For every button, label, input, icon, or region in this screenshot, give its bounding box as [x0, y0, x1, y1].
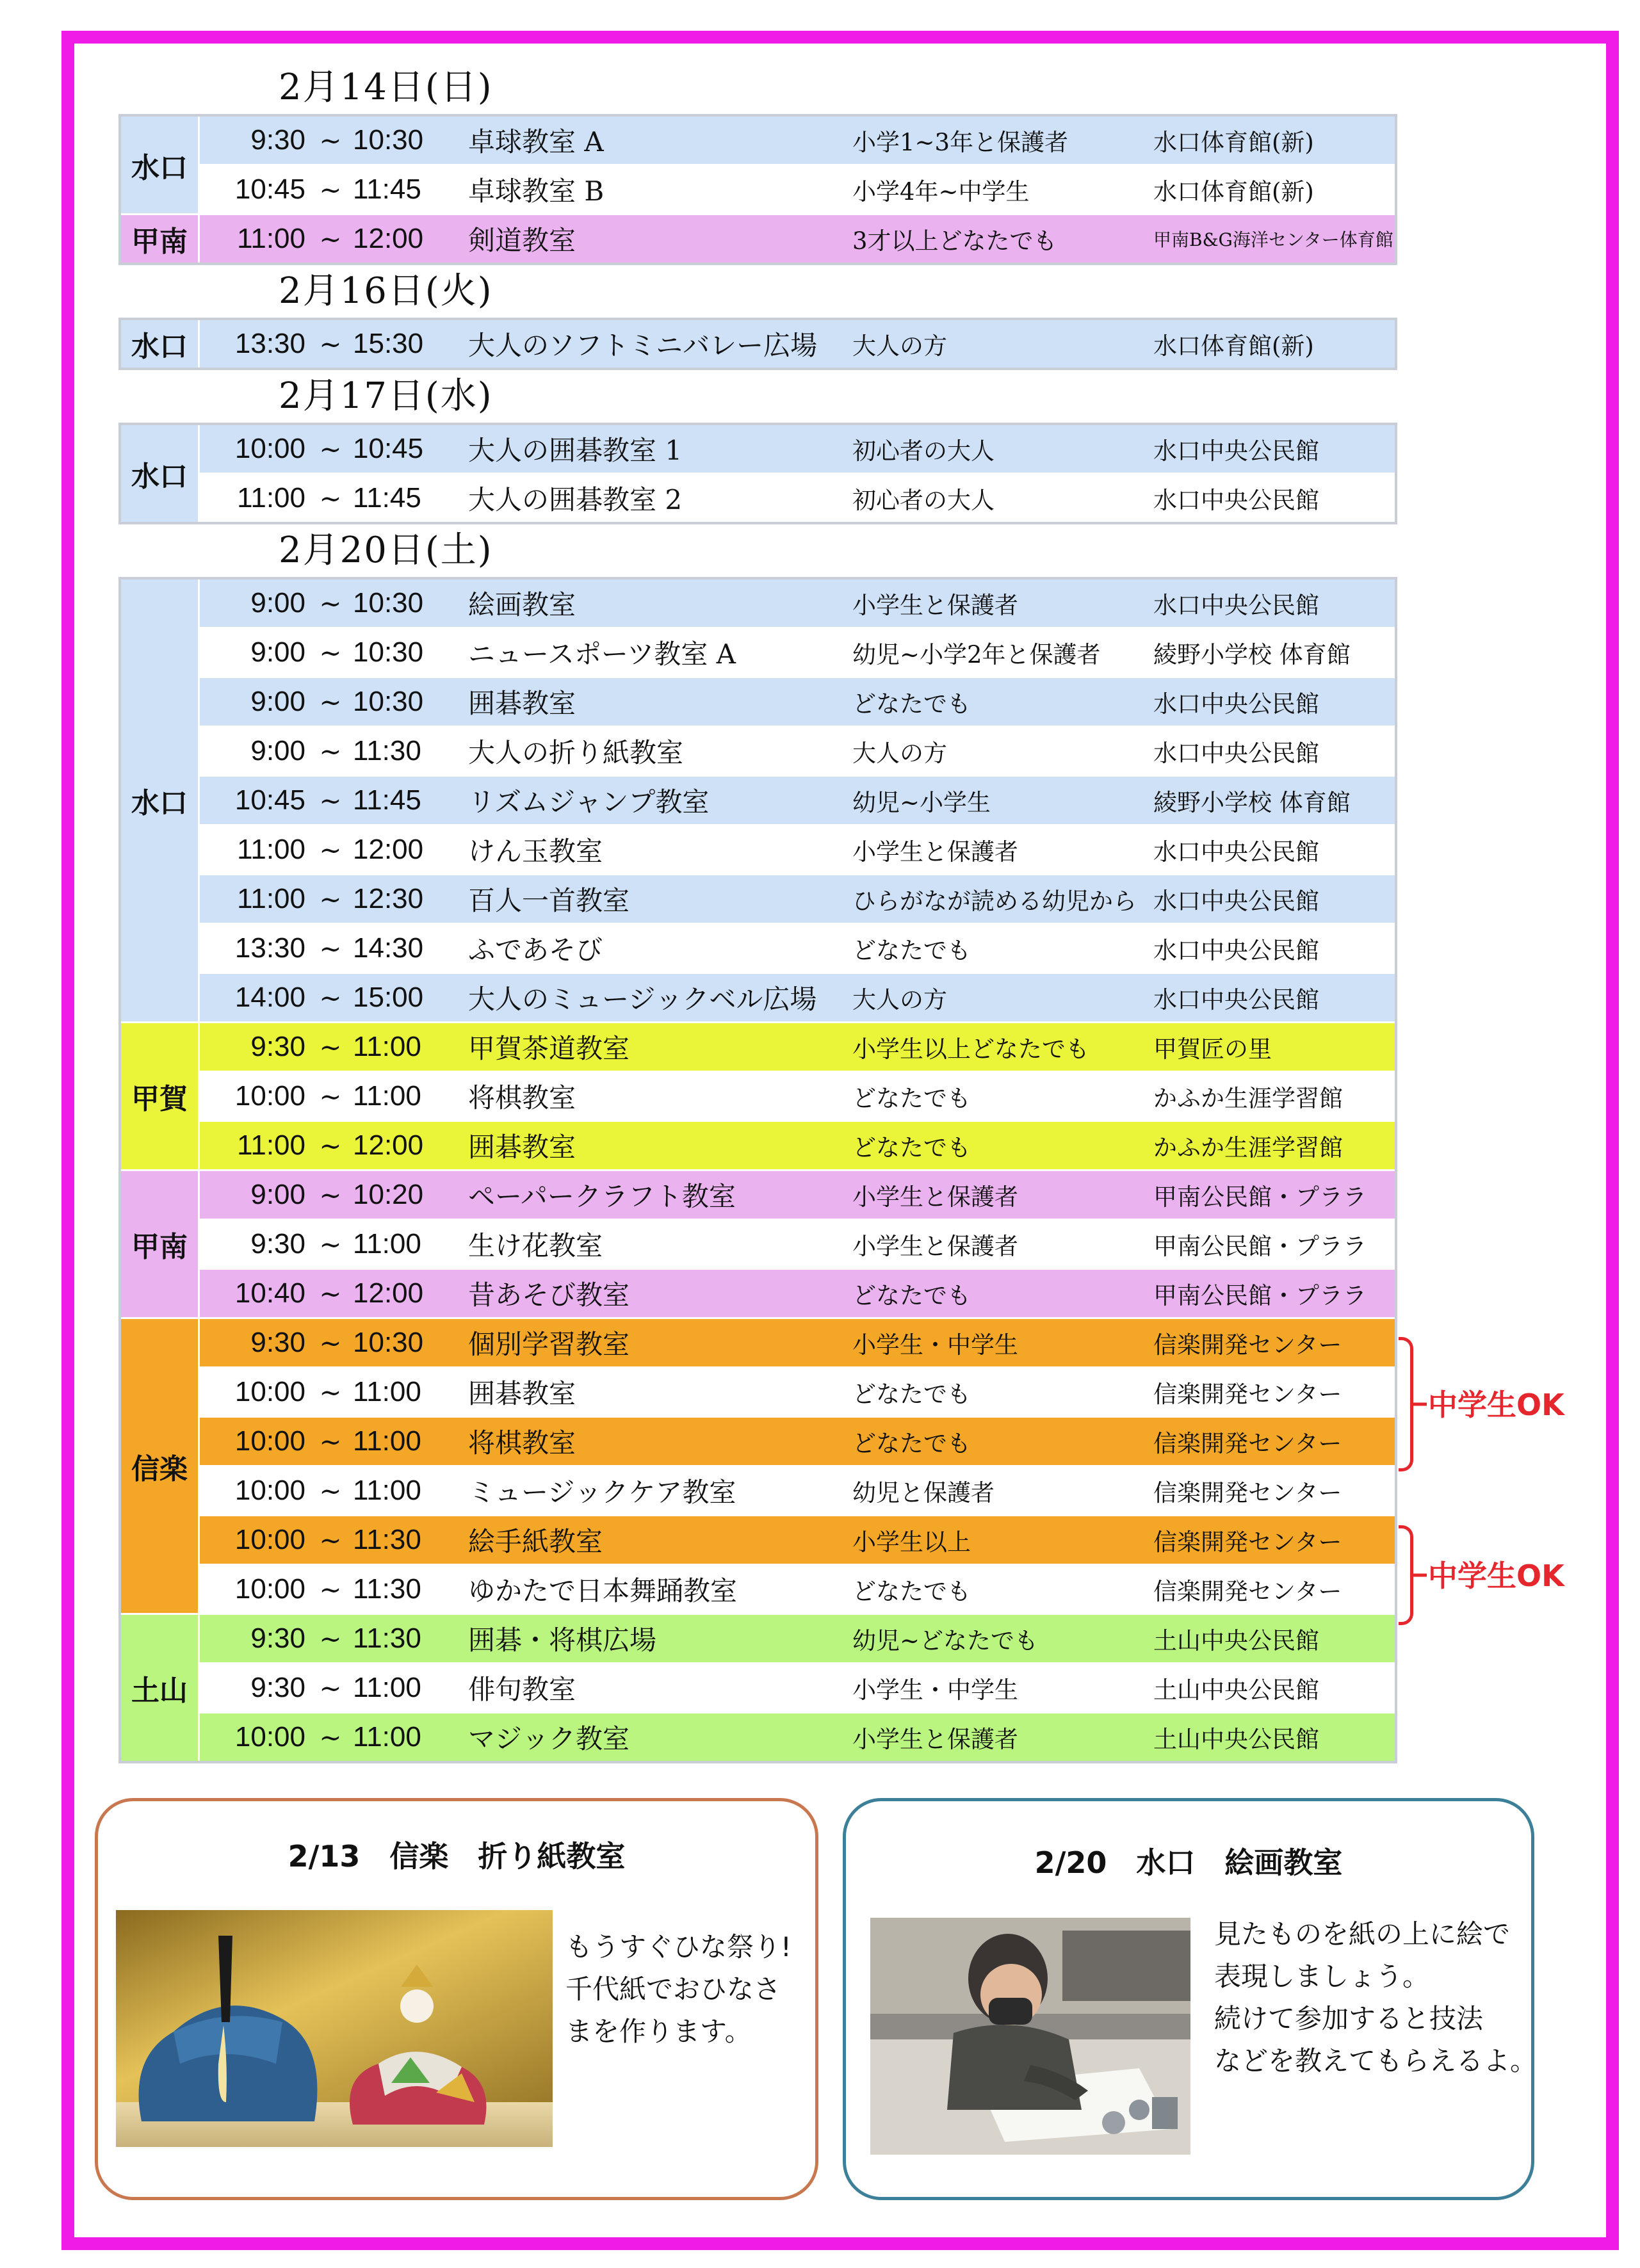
- table-row: [120, 1565, 1396, 1614]
- start-time: 10:00: [199, 1516, 318, 1565]
- tilde-separator: ~: [319, 433, 342, 465]
- schedule: [118, 61, 1397, 1763]
- class-name: ミュージックケア教室: [468, 1466, 852, 1516]
- class-name: 個別学習教室: [468, 1318, 852, 1368]
- table-row: [120, 319, 1396, 369]
- end-time: 15:00: [344, 973, 468, 1023]
- table-row: [120, 776, 1396, 825]
- target-audience: どなたでも: [852, 924, 1153, 973]
- tilde-separator: ~: [317, 628, 344, 677]
- junior-high-ok-label-2: 中学生OK: [1428, 1559, 1564, 1593]
- venue: 水口中央公民館: [1153, 924, 1396, 973]
- date-heading: 2月20日(土): [279, 530, 493, 571]
- start-time: 10:45: [199, 776, 318, 825]
- venue: 水口体育館(新): [1153, 129, 1314, 156]
- venue: 水口中央公民館: [1153, 825, 1396, 875]
- tilde-separator: ~: [317, 1220, 344, 1269]
- table-row: [120, 628, 1396, 677]
- area-cell: 水口: [120, 424, 199, 523]
- date-heading: 2月16日(火): [279, 270, 493, 312]
- target-audience: 小学生以上: [852, 1516, 1153, 1565]
- tilde-separator: ~: [319, 124, 342, 156]
- tilde-separator: ~: [317, 727, 344, 776]
- tilde-separator: ~: [317, 1664, 344, 1713]
- end-time: 11:45: [344, 474, 468, 524]
- class-name: ペーパークラフト教室: [468, 1170, 852, 1220]
- schedule-table: [118, 577, 1397, 1763]
- table-row: [120, 1072, 1396, 1121]
- venue: 信楽開発センター: [1153, 1565, 1396, 1614]
- target-audience: 小学生・中学生: [852, 1664, 1153, 1713]
- venue: 水口中央公民館: [1153, 474, 1396, 524]
- venue: 信楽開発センター: [1153, 1466, 1396, 1516]
- tilde-separator: ~: [317, 1368, 344, 1417]
- class-name: 昔あそび教室: [468, 1269, 852, 1318]
- class-name: 将棋教室: [468, 1417, 852, 1466]
- class-name: 囲碁教室: [468, 677, 852, 727]
- start-time: 9:00: [250, 587, 305, 619]
- class-name: 俳句教室: [468, 1664, 852, 1713]
- table-row: [120, 875, 1396, 924]
- class-name: ゆかたで日本舞踊教室: [468, 1565, 852, 1614]
- end-time: 10:30: [353, 587, 424, 619]
- class-name: 甲賀茶道教室: [468, 1023, 852, 1072]
- class-name: 大人の囲碁教室 2: [468, 474, 852, 524]
- tilde-separator: ~: [317, 825, 344, 875]
- target-audience: 初心者の大人: [852, 437, 995, 465]
- schedule-table: [118, 318, 1397, 370]
- tilde-separator: ~: [317, 973, 344, 1023]
- end-time: 11:45: [344, 776, 468, 825]
- target-audience: 大人の方: [852, 727, 1153, 776]
- target-audience: 小学生と保護者: [852, 1220, 1153, 1269]
- target-audience: 初心者の大人: [852, 474, 1153, 524]
- target-audience: ひらがなが読める幼児から: [852, 875, 1153, 924]
- class-name: 剣道教室: [468, 215, 852, 264]
- table-row: [120, 727, 1396, 776]
- end-time: 11:30: [344, 1614, 468, 1664]
- venue: かふか生涯学習館: [1153, 1121, 1396, 1170]
- tilde-separator: ~: [317, 1614, 344, 1664]
- bracket-2: [1399, 1525, 1413, 1625]
- tilde-separator: ~: [317, 776, 344, 825]
- class-name: 大人のミュージックベル広場: [468, 973, 852, 1023]
- table-row: [120, 1269, 1396, 1318]
- target-audience: どなたでも: [852, 1565, 1153, 1614]
- table-row: [120, 578, 1396, 628]
- painting-card: [843, 1798, 1538, 2200]
- end-time: 11:30: [344, 727, 468, 776]
- tilde-separator: ~: [317, 924, 344, 973]
- end-time: 15:30: [353, 328, 424, 359]
- end-time: 11:00: [344, 1713, 468, 1763]
- target-audience: どなたでも: [852, 1417, 1153, 1466]
- start-time: 10:00: [199, 1565, 318, 1614]
- table-row: [120, 1170, 1396, 1220]
- table-row: [120, 115, 1396, 165]
- end-time: 10:20: [344, 1170, 468, 1220]
- end-time: 11:30: [344, 1516, 468, 1565]
- date-heading: 2月17日(水): [279, 375, 493, 417]
- class-name: 囲碁・将棋広場: [468, 1614, 852, 1664]
- tilde-separator: ~: [317, 1466, 344, 1516]
- origami-photo: [116, 1910, 553, 2147]
- table-row: [120, 1614, 1396, 1664]
- target-audience: 幼児と保護者: [852, 1466, 1153, 1516]
- date-heading: 2月14日(日): [279, 67, 493, 108]
- table-row: [120, 825, 1396, 875]
- venue: 信楽開発センター: [1153, 1417, 1396, 1466]
- end-time: 11:00: [344, 1023, 468, 1072]
- painting-card-text: 見たものを紙の上に絵で 表現しましょう。 続けて参加すると技法 などを教えてもらえるよ。: [1214, 1918, 1538, 2077]
- start-time: 11:00: [199, 825, 318, 875]
- start-time: 9:30: [199, 1023, 318, 1072]
- venue: 水口中央公民館: [1153, 727, 1396, 776]
- target-audience: どなたでも: [852, 1072, 1153, 1121]
- start-time: 11:00: [199, 474, 318, 524]
- end-time: 12:00: [344, 825, 468, 875]
- table-row: [120, 1318, 1396, 1368]
- class-name: リズムジャンプ教室: [468, 776, 852, 825]
- area-cell: 甲賀: [120, 1023, 199, 1170]
- class-name: 百人一首教室: [468, 875, 852, 924]
- start-time: 9:30: [199, 1664, 318, 1713]
- area-cell: 水口: [120, 319, 199, 369]
- start-time: 10:00: [199, 1417, 318, 1466]
- target-audience: 小学4年~中学生: [852, 165, 1153, 215]
- venue: 水口体育館(新): [1153, 332, 1314, 360]
- start-time: 10:00: [199, 1072, 318, 1121]
- tilde-separator: ~: [317, 875, 344, 924]
- tilde-separator: ~: [317, 1713, 344, 1763]
- tilde-separator: ~: [317, 1318, 344, 1368]
- venue: 土山中央公民館: [1153, 1713, 1396, 1763]
- area-cell: 水口: [120, 115, 199, 215]
- end-time: 10:30: [353, 124, 424, 156]
- painting-card-title: 2/20 水口 絵画教室: [1034, 1845, 1343, 1880]
- class-name: ニュースポーツ教室 A: [468, 628, 852, 677]
- start-time: 9:30: [199, 1318, 318, 1368]
- start-time: 10:00: [199, 1713, 318, 1763]
- tilde-separator: ~: [317, 1417, 344, 1466]
- class-name: 大人の囲碁教室 1: [468, 435, 683, 466]
- table-row: [120, 1417, 1396, 1466]
- venue: 水口中央公民館: [1153, 437, 1319, 465]
- end-time: 10:45: [353, 433, 424, 464]
- table-row: [120, 1368, 1396, 1417]
- end-time: 14:30: [344, 924, 468, 973]
- class-name: 生け花教室: [468, 1220, 852, 1269]
- venue: 綾野小学校 体育館: [1153, 628, 1396, 677]
- target-audience: どなたでも: [852, 1368, 1153, 1417]
- start-time: 10:00: [199, 1466, 318, 1516]
- end-time: 11:45: [344, 165, 468, 215]
- target-audience: 幼児~どなたでも: [852, 1614, 1153, 1664]
- start-time: 9:00: [199, 727, 318, 776]
- start-time: 11:00: [199, 215, 318, 264]
- venue: 甲賀匠の里: [1153, 1023, 1396, 1072]
- area-cell: 水口: [120, 578, 199, 1023]
- tilde-separator: ~: [317, 677, 344, 727]
- venue: 信楽開発センター: [1153, 1368, 1396, 1417]
- target-audience: どなたでも: [852, 1121, 1153, 1170]
- area-cell: 信楽: [120, 1318, 199, 1614]
- class-name: けん玉教室: [468, 825, 852, 875]
- target-audience: 幼児~小学2年と保護者: [852, 628, 1153, 677]
- target-audience: どなたでも: [852, 1269, 1153, 1318]
- target-audience: 小学生と保護者: [852, 825, 1153, 875]
- class-name: 大人の折り紙教室: [468, 727, 852, 776]
- table-row: [120, 1121, 1396, 1170]
- table-row: [120, 1466, 1396, 1516]
- tilde-separator: ~: [317, 474, 344, 524]
- end-time: 10:30: [344, 1318, 468, 1368]
- tilde-separator: ~: [319, 587, 342, 619]
- painting-photo: [870, 1918, 1190, 2155]
- tilde-separator: ~: [317, 165, 344, 215]
- venue: 水口中央公民館: [1153, 875, 1396, 924]
- target-audience: 大人の方: [852, 332, 947, 360]
- class-name: 絵手紙教室: [468, 1516, 852, 1565]
- venue: 土山中央公民館: [1153, 1664, 1396, 1713]
- target-audience: 小学生以上どなたでも: [852, 1023, 1153, 1072]
- table-row: [120, 1664, 1396, 1713]
- tilde-separator: ~: [317, 215, 344, 264]
- table-row: [120, 165, 1396, 215]
- end-time: 11:00: [344, 1368, 468, 1417]
- end-time: 11:30: [344, 1565, 468, 1614]
- target-audience: 小学1~3年と保護者: [852, 129, 1069, 156]
- table-row: [120, 973, 1396, 1023]
- start-time: 13:30: [199, 924, 318, 973]
- target-audience: 小学生と保護者: [852, 1170, 1153, 1220]
- venue: 甲南B&G海洋センター体育館: [1153, 215, 1396, 264]
- start-time: 11:00: [199, 1121, 318, 1170]
- class-name: 卓球教室 B: [468, 165, 852, 215]
- end-time: 12:00: [344, 215, 468, 264]
- origami-card-text: もうすぐひな祭り! 千代紙でおひなさ まを作ります。: [565, 1931, 792, 2047]
- venue: 水口体育館(新): [1153, 165, 1396, 215]
- start-time: 10:45: [199, 165, 318, 215]
- class-name: 囲碁教室: [468, 1121, 852, 1170]
- venue: 甲南公民館・プララ: [1153, 1220, 1396, 1269]
- class-name: 囲碁教室: [468, 1368, 852, 1417]
- table-row: [120, 215, 1396, 264]
- class-name: ふであそび: [468, 924, 852, 973]
- table-row: [120, 1516, 1396, 1565]
- start-time: 10:40: [199, 1269, 318, 1318]
- venue: 信楽開発センター: [1153, 1516, 1396, 1565]
- end-time: 12:30: [344, 875, 468, 924]
- venue: 甲南公民館・プララ: [1153, 1269, 1396, 1318]
- tilde-separator: ~: [319, 328, 342, 360]
- area-cell: 甲南: [120, 1170, 199, 1318]
- class-name: マジック教室: [468, 1713, 852, 1763]
- table-row: [120, 1023, 1396, 1072]
- tilde-separator: ~: [317, 1170, 344, 1220]
- start-time: 9:30: [250, 124, 305, 156]
- tilde-separator: ~: [317, 1269, 344, 1318]
- tilde-separator: ~: [317, 1121, 344, 1170]
- end-time: 10:30: [344, 628, 468, 677]
- target-audience: 小学生と保護者: [852, 592, 1018, 619]
- tilde-separator: ~: [317, 1072, 344, 1121]
- venue: 信楽開発センター: [1153, 1318, 1396, 1368]
- area-cell: 甲南: [120, 215, 199, 264]
- table-row: [120, 474, 1396, 524]
- start-time: 9:30: [199, 1220, 318, 1269]
- venue: 水口中央公民館: [1153, 677, 1396, 727]
- class-name: 卓球教室 A: [468, 126, 604, 158]
- target-audience: 大人の方: [852, 973, 1153, 1023]
- table-row: [120, 924, 1396, 973]
- end-time: 11:00: [344, 1466, 468, 1516]
- start-time: 11:00: [199, 875, 318, 924]
- target-audience: 幼児~小学生: [852, 776, 1153, 825]
- start-time: 10:00: [234, 433, 305, 464]
- start-time: 9:00: [199, 677, 318, 727]
- venue: 水口中央公民館: [1153, 592, 1319, 619]
- end-time: 11:00: [344, 1072, 468, 1121]
- end-time: 11:00: [344, 1664, 468, 1713]
- tilde-separator: ~: [317, 1565, 344, 1614]
- start-time: 9:00: [199, 1170, 318, 1220]
- start-time: 9:00: [199, 628, 318, 677]
- class-name: 絵画教室: [468, 589, 576, 620]
- start-time: 14:00: [199, 973, 318, 1023]
- target-audience: 小学生・中学生: [852, 1318, 1153, 1368]
- table-row: [120, 1220, 1396, 1269]
- table-row: [120, 677, 1396, 727]
- end-time: 12:00: [344, 1121, 468, 1170]
- venue: 水口中央公民館: [1153, 973, 1396, 1023]
- area-cell: 土山: [120, 1614, 199, 1763]
- junior-high-ok-label-1: 中学生OK: [1428, 1388, 1564, 1422]
- end-time: 10:30: [344, 677, 468, 727]
- schedule-table: [118, 114, 1397, 265]
- target-audience: 小学生と保護者: [852, 1713, 1153, 1763]
- start-time: 13:30: [234, 328, 305, 359]
- table-row: [120, 1713, 1396, 1763]
- class-name: 将棋教室: [468, 1072, 852, 1121]
- venue: 綾野小学校 体育館: [1153, 776, 1396, 825]
- class-name: 大人のソフトミニバレー広場: [468, 330, 818, 361]
- tilde-separator: ~: [317, 1516, 344, 1565]
- end-time: 11:00: [344, 1417, 468, 1466]
- venue: 甲南公民館・プララ: [1153, 1170, 1396, 1220]
- origami-card: [95, 1798, 818, 2200]
- venue: かふか生涯学習館: [1153, 1072, 1396, 1121]
- end-time: 12:00: [344, 1269, 468, 1318]
- schedule-table: [118, 423, 1397, 524]
- start-time: 10:00: [199, 1368, 318, 1417]
- target-audience: どなたでも: [852, 677, 1153, 727]
- origami-card-title: 2/13 信楽 折り紙教室: [288, 1839, 626, 1874]
- table-row: [120, 424, 1396, 474]
- tilde-separator: ~: [317, 1023, 344, 1072]
- end-time: 11:00: [344, 1220, 468, 1269]
- bracket-1: [1399, 1337, 1413, 1471]
- venue: 土山中央公民館: [1153, 1614, 1396, 1664]
- target-audience: 3才以上どなたでも: [852, 215, 1153, 264]
- start-time: 9:30: [199, 1614, 318, 1664]
